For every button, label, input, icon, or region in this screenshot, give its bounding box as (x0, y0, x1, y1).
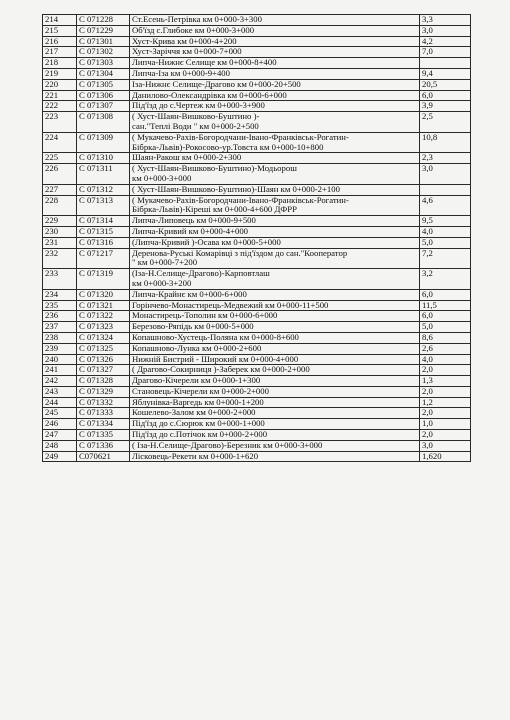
road-length: 11,5 (420, 300, 471, 311)
row-number: 222 (43, 101, 77, 112)
road-name (130, 226, 420, 237)
row-number: 220 (43, 79, 77, 90)
road-name-line: Горінчево-Монастирець-Медвежий км 0+000-11+500 (132, 300, 329, 310)
road-name (130, 408, 420, 419)
road-name-line: Під'їзд до с.Чертеж км 0+000-3+900 (132, 100, 265, 111)
road-code: С 071304 (77, 68, 130, 79)
row-number: 234 (43, 289, 77, 300)
road-name (130, 343, 420, 354)
road-name-line: Монастирець-Тополин км 0+000-6+000 (132, 310, 278, 321)
road-name (130, 322, 420, 333)
table-row (43, 440, 471, 451)
row-number: 231 (43, 237, 77, 248)
road-length: 6,0 (420, 90, 471, 101)
roads-table-body (43, 15, 471, 462)
road-code: С 071313 (77, 195, 130, 216)
road-name (130, 68, 420, 79)
road-name (130, 430, 420, 441)
road-code: С 071324 (77, 332, 130, 343)
road-name-line: км 0+000-3+200 (132, 277, 192, 288)
road-name-line: Під'їзд до с.Потічок км 0+000-2+000 (132, 429, 268, 440)
road-length: 1,2 (420, 397, 471, 408)
road-length: 3,9 (420, 101, 471, 112)
road-name-line: (Липча-Кривий )-Осава км 0+000-5+000 (132, 237, 281, 247)
row-number: 243 (43, 386, 77, 397)
road-name-line: ( Мукачево-Рахів-Богородчани-Івано-Франківськ-Рогатин- (132, 195, 349, 205)
table-row (43, 195, 471, 216)
table-row (43, 408, 471, 419)
road-name-line: Становець-Кічерели км 0+000-2+000 (132, 386, 269, 396)
road-name (130, 237, 420, 248)
table-row (43, 300, 471, 311)
road-code: С 071329 (77, 386, 130, 397)
table-row (43, 289, 471, 300)
table-row (43, 25, 471, 36)
road-code: С 071308 (77, 112, 130, 133)
road-name (130, 451, 420, 462)
row-number: 228 (43, 195, 77, 216)
row-number: 218 (43, 58, 77, 69)
table-row (43, 47, 471, 58)
roads-table (42, 14, 471, 462)
road-name-line: Березово-Ряпідь км 0+000-5+000 (132, 321, 254, 332)
row-number: 248 (43, 440, 77, 451)
road-code: С070621 (77, 451, 130, 462)
road-code: С 071305 (77, 79, 130, 90)
row-number: 233 (43, 269, 77, 290)
table-row (43, 164, 471, 185)
row-number: 216 (43, 36, 77, 47)
road-name (130, 25, 420, 36)
row-number: 223 (43, 112, 77, 133)
table-row (43, 397, 471, 408)
road-length: 3,0 (420, 164, 471, 185)
road-length: 2,0 (420, 408, 471, 419)
road-length (420, 184, 471, 195)
road-name (130, 132, 420, 153)
road-name-line: Об'їзд с.Глибоке км 0+000-3+000 (132, 25, 255, 35)
row-number: 214 (43, 15, 77, 26)
road-name (130, 376, 420, 387)
road-name-line: Липча-Кривий км 0+000-4+000 (132, 226, 249, 236)
road-length: 4,0 (420, 354, 471, 365)
road-name (130, 419, 420, 430)
row-number: 237 (43, 322, 77, 333)
road-name (130, 90, 420, 101)
road-code: С 071309 (77, 132, 130, 153)
road-length: 1,0 (420, 419, 471, 430)
row-number: 239 (43, 343, 77, 354)
road-length: 2,0 (420, 365, 471, 376)
road-name (130, 365, 420, 376)
table-row (43, 451, 471, 462)
road-code: С 071312 (77, 184, 130, 195)
row-number: 225 (43, 153, 77, 164)
road-name-line: Нижній Бистрий - Широкий км 0+000-4+000 (132, 354, 299, 364)
road-name (130, 269, 420, 290)
road-code: С 071321 (77, 300, 130, 311)
road-name-line: Іза-Нижнє Селище-Драгово км 0+000-20+500 (132, 79, 301, 89)
road-name (130, 153, 420, 164)
road-name (130, 397, 420, 408)
road-length: 2,0 (420, 430, 471, 441)
road-length: 2,6 (420, 343, 471, 354)
table-row (43, 322, 471, 333)
road-length: 2,0 (420, 386, 471, 397)
table-row (43, 332, 471, 343)
road-name-line: Лісковець-Рекети км 0+000-1+620 (132, 451, 259, 461)
road-name-line: ( Хуст-Шаян-Вишково-Буштино)-Шаян км 0+000-2+100 (132, 184, 340, 194)
row-number: 241 (43, 365, 77, 376)
table-row (43, 376, 471, 387)
table-row (43, 153, 471, 164)
table-row (43, 79, 471, 90)
road-length: 2,3 (420, 153, 471, 164)
road-name (130, 112, 420, 133)
road-name-line: Хуст-Заріччя км 0+000-7+000 (132, 46, 242, 57)
table-row (43, 184, 471, 195)
road-name-line: ( Хуст-Шаян-Вишково-Буштино)-Модьорош (132, 163, 297, 174)
table-row (43, 343, 471, 354)
row-number: 240 (43, 354, 77, 365)
road-length: 1,620 (420, 451, 471, 462)
road-name (130, 101, 420, 112)
road-name-line: Драгово-Кічерели км 0+000-1+300 (132, 375, 261, 386)
road-name (130, 79, 420, 90)
row-number: 219 (43, 68, 77, 79)
road-name (130, 36, 420, 47)
road-name-line: Деренова-Руські Комарівці з під'їздом до сан."Кооператор (132, 248, 348, 258)
table-row (43, 430, 471, 441)
row-number: 238 (43, 332, 77, 343)
table-row (43, 354, 471, 365)
road-name (130, 311, 420, 322)
road-name-line: Хуст-Крива км 0+000-4+200 (132, 36, 237, 46)
table-row (43, 269, 471, 290)
road-code: С 071327 (77, 365, 130, 376)
row-number: 230 (43, 226, 77, 237)
road-code: С 071334 (77, 419, 130, 430)
road-name (130, 164, 420, 185)
road-code: С 071314 (77, 216, 130, 227)
table-row (43, 15, 471, 26)
road-code: С 071306 (77, 90, 130, 101)
road-length: 10,8 (420, 132, 471, 153)
row-number: 232 (43, 248, 77, 269)
road-name-line: Бібрка-Львів)-Кіреші км 0+000-4+600 ДФРР (132, 204, 297, 215)
road-code: С 071325 (77, 343, 130, 354)
row-number: 229 (43, 216, 77, 227)
road-length (420, 58, 471, 69)
road-code: С 071336 (77, 440, 130, 451)
table-row (43, 311, 471, 322)
road-length: 9,5 (420, 216, 471, 227)
row-number: 235 (43, 300, 77, 311)
road-length: 1,3 (420, 376, 471, 387)
road-name (130, 58, 420, 69)
row-number: 242 (43, 376, 77, 387)
road-code: С 071302 (77, 47, 130, 58)
road-name-line: Липча-Іза км 0+000-9+400 (132, 68, 230, 78)
row-number: 221 (43, 90, 77, 101)
table-row (43, 365, 471, 376)
road-name (130, 47, 420, 58)
road-name (130, 289, 420, 300)
road-name-line: Бібрка-Львів)-Рокосово-ур.Товста км 0+000-10+800 (132, 141, 324, 152)
road-name-line: ( Іза-Н.Селище-Драгово)-Березник км 0+000-3+000 (132, 440, 323, 450)
road-code: С 071320 (77, 289, 130, 300)
road-length: 6,0 (420, 311, 471, 322)
road-length: 4,0 (420, 226, 471, 237)
table-row (43, 419, 471, 430)
road-name-line: " км 0+000-7+200 (132, 257, 198, 268)
road-name-line: Під'їзд до с.Сюрюк км 0+000-1+000 (132, 418, 265, 429)
table-row (43, 132, 471, 153)
road-name-line: ( Драгово-Сокирниця )-Заберек км 0+000-2+000 (132, 364, 310, 375)
road-length: 3,3 (420, 15, 471, 26)
road-name-line: Копашново-Хустець-Поляна км 0+000-8+600 (132, 332, 299, 342)
road-length: 5,0 (420, 237, 471, 248)
road-name (130, 15, 420, 26)
row-number: 217 (43, 47, 77, 58)
road-code: С 071335 (77, 430, 130, 441)
road-length: 3,2 (420, 269, 471, 290)
road-code: С 071307 (77, 101, 130, 112)
table-row (43, 36, 471, 47)
road-code: С 071228 (77, 15, 130, 26)
row-number: 224 (43, 132, 77, 153)
table-row (43, 90, 471, 101)
road-code: С 071328 (77, 376, 130, 387)
table-row (43, 101, 471, 112)
table-row (43, 237, 471, 248)
road-code: С 071326 (77, 354, 130, 365)
road-code: С 071315 (77, 226, 130, 237)
table-row (43, 248, 471, 269)
row-number: 244 (43, 397, 77, 408)
road-name-line: Шаян-Ракош км 0+000-2+300 (132, 152, 242, 163)
road-name (130, 332, 420, 343)
road-name-line: Липча-Крайнє км 0+000-6+000 (132, 289, 247, 299)
row-number: 249 (43, 451, 77, 462)
road-length: 8,6 (420, 332, 471, 343)
road-name-line: Кошелево-Залом км 0+000-2+000 (132, 407, 256, 418)
road-name-line: Липча-Липовець км 0+000-9+500 (132, 215, 256, 226)
road-code: С 071319 (77, 269, 130, 290)
road-length: 2,5 (420, 112, 471, 133)
road-name-line: Липча-Нижнє Селище км 0+000-8+400 (132, 57, 277, 68)
road-name (130, 184, 420, 195)
road-length: 3,0 (420, 440, 471, 451)
table-row (43, 216, 471, 227)
road-code: С 071333 (77, 408, 130, 419)
road-name-line: ( Мукачево-Рахів-Богородчани-Івано-Франківськ-Рогатин- (132, 132, 349, 142)
road-code: С 071322 (77, 311, 130, 322)
road-name-line: сан."Теплі Води " км 0+000-2+500 (132, 120, 259, 131)
row-number: 246 (43, 419, 77, 430)
road-code: С 071332 (77, 397, 130, 408)
row-number: 227 (43, 184, 77, 195)
road-length: 4,2 (420, 36, 471, 47)
road-name-line: Копашново-Лунка км 0+000-2+600 (132, 343, 262, 353)
table-row (43, 386, 471, 397)
road-length: 5,0 (420, 322, 471, 333)
road-length: 3,0 (420, 25, 471, 36)
road-name-line: ( Хуст-Шаян-Вишково-Буштино )- (132, 111, 260, 122)
road-name (130, 195, 420, 216)
road-name (130, 300, 420, 311)
road-name (130, 440, 420, 451)
road-name-line: Данилово-Олександрівка км 0+000-6+000 (132, 90, 287, 100)
road-name (130, 354, 420, 365)
row-number: 245 (43, 408, 77, 419)
road-code: С 071323 (77, 322, 130, 333)
road-name (130, 216, 420, 227)
road-code: С 071303 (77, 58, 130, 69)
road-length: 7,0 (420, 47, 471, 58)
road-code: С 071229 (77, 25, 130, 36)
road-name-line: км 0+000-3+000 (132, 172, 192, 183)
road-name (130, 386, 420, 397)
table-row (43, 68, 471, 79)
road-name-line: Яблунівка-Варгедь км 0+000-1+200 (132, 397, 264, 407)
row-number: 226 (43, 164, 77, 185)
road-name-line: Ст.Есень-Петрівка км 0+000-3+300 (132, 14, 262, 24)
row-number: 247 (43, 430, 77, 441)
row-number: 236 (43, 311, 77, 322)
road-length: 20,5 (420, 79, 471, 90)
row-number: 215 (43, 25, 77, 36)
road-name (130, 248, 420, 269)
road-length: 9,4 (420, 68, 471, 79)
road-length: 4,6 (420, 195, 471, 216)
table-row (43, 58, 471, 69)
road-code: С 071301 (77, 36, 130, 47)
road-code: С 071316 (77, 237, 130, 248)
road-code: С 071311 (77, 164, 130, 185)
road-length: 6,0 (420, 289, 471, 300)
road-name-line: (Іза-Н.Селище-Драгово)-Карповтлаш (132, 268, 270, 279)
road-length: 7,2 (420, 248, 471, 269)
road-code: С 071310 (77, 153, 130, 164)
table-row (43, 112, 471, 133)
table-row (43, 226, 471, 237)
road-code: С 071217 (77, 248, 130, 269)
